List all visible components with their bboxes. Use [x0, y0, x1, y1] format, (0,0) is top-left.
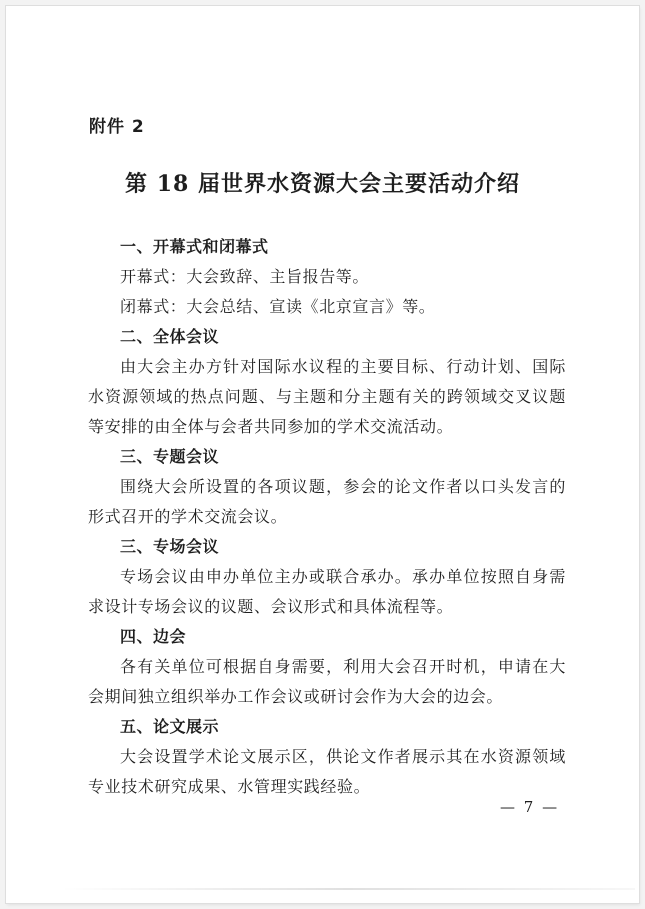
section-topic-sessions [88, 442, 566, 532]
section-paper-exhibition [88, 712, 566, 802]
page-number: — 7 — [500, 798, 560, 816]
section-special-sessions [88, 532, 566, 622]
section-paragraph: 闭幕式：大会总结、宣读《北京宣言》等。 [120, 297, 436, 316]
section-paragraph: 围绕大会所设置的各项议题，参会的论文作者以口头发言的形式召开的学术交流会议。 [88, 477, 566, 526]
section-paragraph: 各有关单位可根据自身需要，利用大会召开时机，申请在大会期间独立组织举办工作会议或研讨会作为大会的边会。 [88, 657, 566, 706]
section-opening-closing [88, 232, 566, 322]
section-paragraph: 开幕式：大会致辞、主旨报告等。 [120, 267, 370, 286]
section-heading: 一、开幕式和闭幕式 [120, 237, 269, 256]
section-paragraph: 专场会议由申办单位主办或联合承办。承办单位按照自身需求设计专场会议的议题、会议形式和具体流程等。 [88, 567, 566, 616]
section-heading: 二、全体会议 [120, 327, 220, 346]
page-bottom-shadow [60, 888, 635, 890]
section-paragraph: 大会设置学术论文展示区，供论文作者展示其在水资源领域专业技术研究成果、水管理实践经验。 [88, 747, 566, 796]
section-heading: 五、论文展示 [120, 717, 220, 736]
section-plenary [88, 322, 566, 442]
section-paragraph: 由大会主办方针对国际水议程的主要目标、行动计划、国际水资源领域的热点问题、与主题和分主题有关的跨领域交叉议题等安排的由全体与会者共同参加的学术交流活动。 [88, 357, 566, 436]
section-heading: 三、专题会议 [120, 447, 220, 466]
section-heading: 三、专场会议 [120, 537, 220, 556]
document-title: 第 18 届世界水资源大会主要活动介绍 [125, 171, 520, 197]
document-body [88, 232, 566, 802]
section-side-events [88, 622, 566, 712]
attachment-label: 附件 2 [89, 117, 145, 137]
section-heading: 四、边会 [120, 627, 187, 646]
